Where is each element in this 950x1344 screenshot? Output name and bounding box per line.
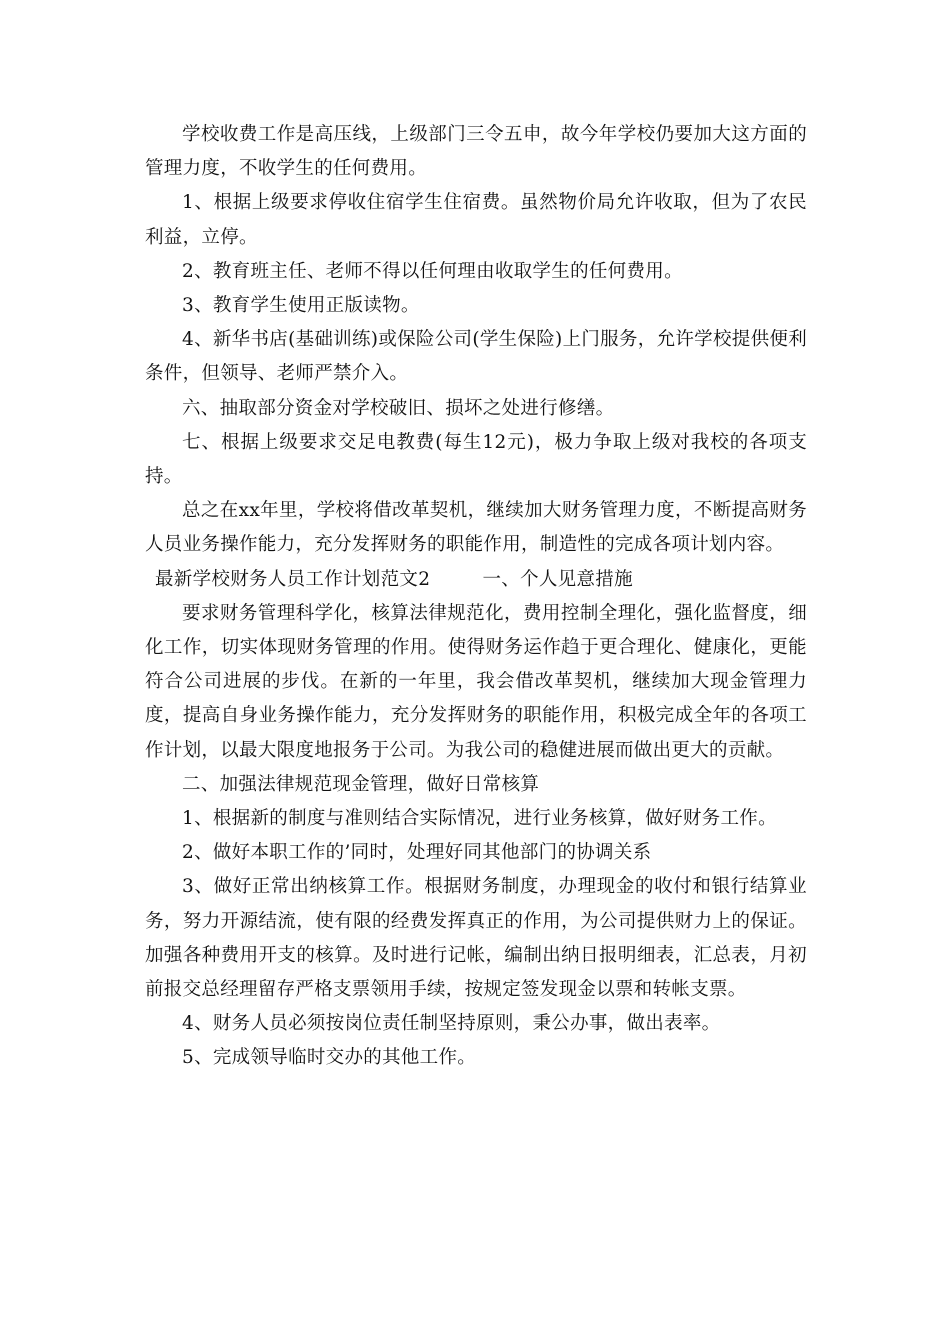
paragraph: 七、根据上级要求交足电教费(每生12元)，极力争取上级对我校的各项支持。	[145, 431, 807, 488]
paragraph: 1、根据上级要求停收住宿学生住宿费。虽然物价局允许收取，但为了农民利益，立停。	[145, 192, 807, 248]
paragraph: 总之在xx年里，学校将借改革契机，继续加大财务管理力度，不断提高财务人员业务操作能力，充分发挥财务的职能作用，制造性的完成各项计划内容。	[145, 500, 807, 556]
paragraph: 3、教育学生使用正版读物。	[182, 295, 420, 317]
article-heading-row	[145, 563, 807, 597]
paragraph: 要求财务管理科学化，核算法律规范化，费用控制全理化，强化监督度，细化工作，切实体现财务管理的作用。使得财务运作趋于更合理化、健康化，更能符合公司进展的步伐。在新的一年里，我会借改革契机，继续加大现金管理力度，提高自身业务操作能力，充分发挥财务的职能作用，积极完成全年的各项工作计划，以最大限度地报务于公司。为我公司的稳健进展而做出更大的贡献。	[145, 602, 807, 761]
paragraph: 4、财务人员必须按岗位责任制坚持原则，秉公办事，做出表率。	[182, 1013, 721, 1035]
paragraph: 六、抽取部分资金对学校破旧、损坏之处进行修缮。	[182, 397, 615, 419]
paragraph: 学校收费工作是高压线，上级部门三令五申，故今年学校仍要加大这方面的管理力度，不收学生的任何费用。	[145, 124, 807, 180]
paragraph: 5、完成领导临时交办的其他工作。	[182, 1047, 477, 1069]
paragraph: 2、教育班主任、老师不得以任何理由收取学生的任何费用。	[182, 260, 683, 282]
article-title: 最新学校财务人员工作计划范文2	[155, 568, 431, 590]
document-body	[145, 118, 807, 1076]
paragraph: 3、做好正常出纳核算工作。根据财务制度，办理现金的收付和银行结算业务，努力开源结流，使有限的经费发挥真正的作用，为公司提供财力上的保证。加强各种费用开支的核算。及时进行记帐，编制出纳日报明细表，汇总表，月初前报交总经理留存严格支票领用手续，按规定签发现金以票和转帐支票。	[145, 876, 807, 1001]
section-heading: 二、加强法律规范现金管理，做好日常核算	[182, 773, 540, 795]
section-heading: 一、个人见意措施	[482, 568, 633, 590]
paragraph: 4、新华书店(基础训练)或保险公司(学生保险)上门服务，允许学校提供便利条件，但领导、老师严禁介入。	[145, 329, 807, 385]
paragraph: 2、做好本职工作的’同时，处理好同其他部门的协调关系	[182, 842, 652, 864]
paragraph: 1、根据新的制度与准则结合实际情况，进行业务核算，做好财务工作。	[182, 808, 777, 830]
